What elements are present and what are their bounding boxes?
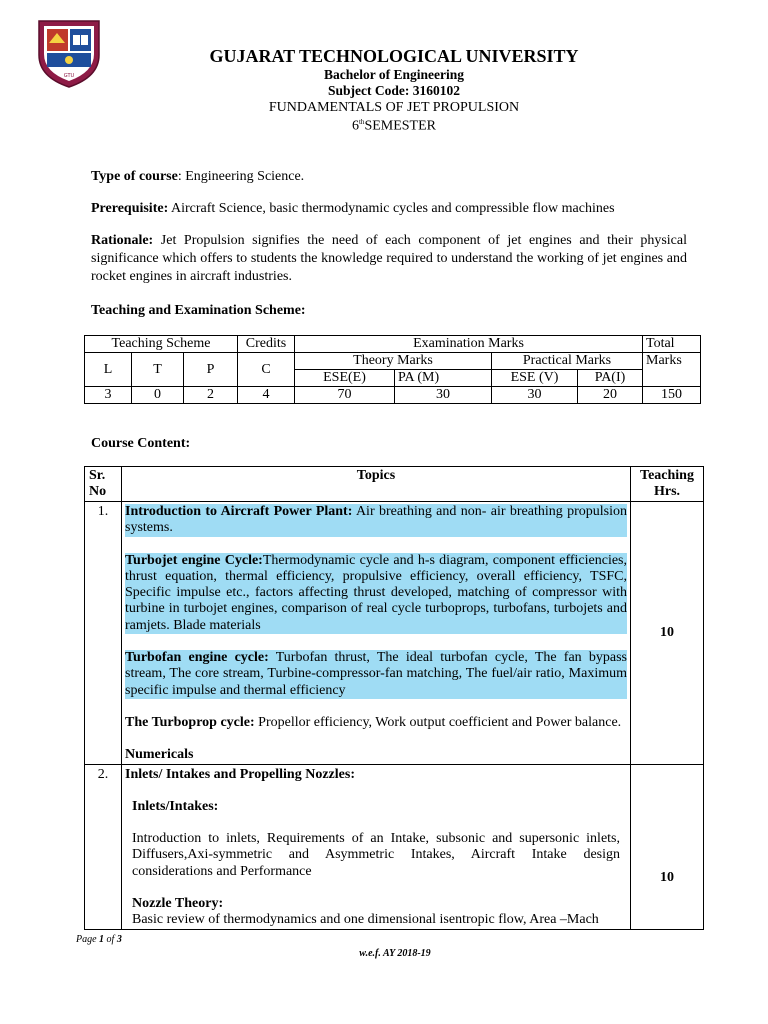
ese-e-value: 70: [295, 387, 395, 404]
course-content-heading: Course Content:: [91, 436, 191, 451]
c-header: C: [238, 353, 295, 387]
university-name: GUJARAT TECHNOLOGICAL UNIVERSITY: [209, 46, 579, 66]
teaching-hrs-header: Teaching Hrs.: [631, 467, 704, 502]
topic-nozzle-title: Nozzle Theory:: [132, 896, 224, 912]
topics-header: Topics: [122, 467, 631, 502]
l-header: L: [85, 353, 132, 387]
exam-marks-header: Examination Marks: [295, 336, 643, 353]
total-header: Total: [643, 336, 701, 353]
course-type: Type of course: Engineering Science.: [91, 169, 305, 184]
credits-header: Credits: [238, 336, 295, 353]
subject-code: Subject Code: 3160102: [328, 83, 460, 98]
pa-m-value: 30: [395, 387, 492, 404]
ese-v-header: ESE (V): [492, 370, 578, 387]
teaching-exam-scheme-table: [84, 335, 701, 404]
row-topics: [122, 502, 631, 765]
scheme-heading: Teaching and Examination Scheme:: [91, 303, 306, 318]
subject-name: FUNDAMENTALS OF JET PROPULSION: [268, 100, 520, 115]
topic-turbofan: Turbofan engine cycle: Turbofan thrust, The ideal turbofan cycle, The fan bypass stream, The core stream, Turbine-compressor-fan matching, The fuel/air ratio, Maximum specific impulse and thermal efficiency: [125, 650, 627, 698]
marks-header: Marks: [643, 353, 701, 387]
table-row: [85, 502, 704, 765]
row-sr: 2.: [85, 764, 122, 929]
topic-turboprop: The Turboprop cycle: Propellor efficiency, Work output coefficient and Power balance.: [125, 714, 622, 730]
semester: 6thSEMESTER: [351, 118, 437, 134]
topic-inlets-title: Inlets/Intakes:: [132, 798, 219, 814]
pa-i-value: 20: [578, 387, 643, 404]
topic-intro: Introduction to Aircraft Power Plant: Air breathing and non- air breathing propulsion systems.: [125, 504, 627, 536]
topic-turbojet: Turbojet engine Cycle:Thermodynamic cycle and h-s diagram, component efficiencies, thrust equation, thermal efficiency, propulsive efficiency, overall efficiency, TSFC, Specific impulse etc., factors affecting thrust developed, matching of compressor with turbine in turbojet engines, comparison of real cycle turboprops, turbofans, turbojets and ramjets. Blade materials: [125, 552, 627, 633]
t-value: 0: [132, 387, 184, 404]
topic-nozzle-text: Basic review of thermodynamics and one dimensional isentropic flow, Area –Mach: [132, 912, 599, 928]
row-hrs: 10: [631, 502, 704, 765]
row-hrs: 10: [631, 764, 704, 929]
degree: Bachelor of Engineering: [324, 67, 464, 82]
teaching-scheme-header: Teaching Scheme: [85, 336, 238, 353]
pa-i-header: PA(I): [578, 370, 643, 387]
pa-m-header: PA (M): [395, 370, 492, 387]
rationale: Rationale: Jet Propulsion signifies the need of each component of jet engines and their physical significance which offers to students the knowledge required to understand the working of jet engines and rocket engines in aircraft industries.: [91, 233, 687, 284]
t-header: T: [132, 353, 184, 387]
row-sr: 1.: [85, 502, 122, 765]
total-value: 150: [643, 387, 701, 404]
theory-header: Theory Marks: [295, 353, 492, 370]
sr-no-header: Sr. No: [85, 467, 122, 502]
ese-e-header: ESE(E): [295, 370, 395, 387]
c-value: 4: [238, 387, 295, 404]
course-content-table: [84, 466, 704, 930]
topic-numericals: Numericals: [125, 747, 194, 763]
page-number: Page 1 of 3: [76, 934, 122, 945]
effective-year: w.e.f. AY 2018-19: [359, 948, 431, 959]
svg-text:GTU: GTU: [63, 73, 75, 79]
row-topics: [122, 764, 631, 929]
p-value: 2: [184, 387, 238, 404]
l-value: 3: [85, 387, 132, 404]
practical-header: Practical Marks: [492, 353, 643, 370]
table-row: [85, 764, 704, 929]
prerequisite: Prerequisite: Aircraft Science, basic thermodynamic cycles and compressible flow machines: [91, 201, 615, 216]
topic-inlets-text: Introduction to inlets, Requirements of an Intake, subsonic and supersonic inlets, Diffusers,Axi-symmetric and Asymmetric Intakes, Aircraft Intake design considerations and Performance: [132, 831, 620, 879]
topic-inlets-nozzles: Inlets/ Intakes and Propelling Nozzles:: [125, 766, 355, 782]
ese-v-value: 30: [492, 387, 578, 404]
p-header: P: [184, 353, 238, 387]
